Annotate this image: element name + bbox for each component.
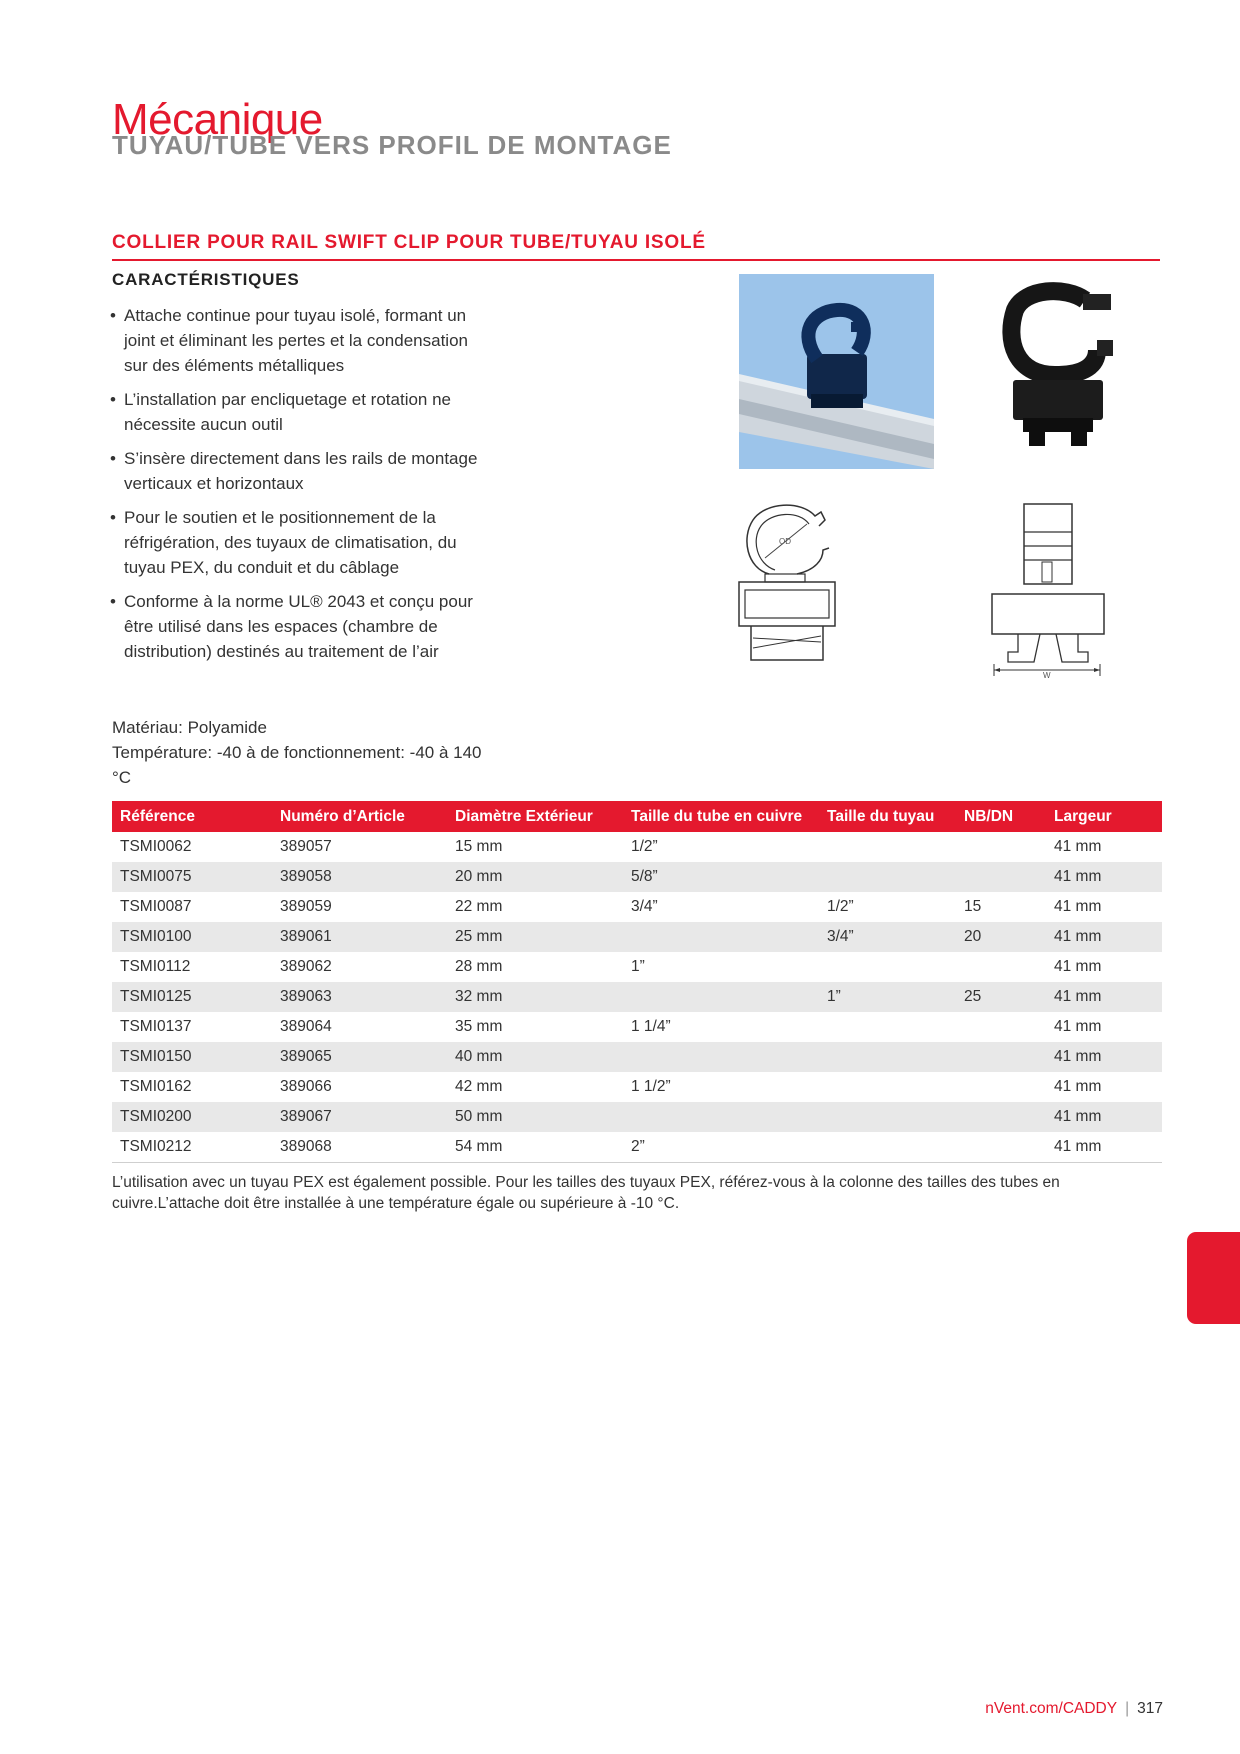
table-cell: [819, 1072, 956, 1102]
table-cell: 40 mm: [447, 1042, 623, 1072]
od-label: OD: [779, 537, 791, 546]
section-tab-marker: [1187, 1232, 1240, 1324]
table-body: [112, 832, 1162, 1163]
table-cell: 20: [956, 922, 1046, 952]
table-cell: [956, 832, 1046, 862]
table-cell: 2”: [623, 1132, 819, 1163]
table-cell: 41 mm: [1054, 1018, 1102, 1035]
table-cell: 41 mm: [1054, 898, 1102, 915]
table-cell: [819, 1102, 956, 1132]
page-subtitle: TUYAU/TUBE VERS PROFIL DE MONTAGE: [112, 130, 672, 160]
technical-drawing-side: [990, 502, 1110, 682]
table-row: [112, 952, 1162, 982]
w-label: W: [1043, 671, 1051, 680]
table-row: [112, 1132, 1162, 1163]
table-cell: TSMI0100: [112, 922, 272, 952]
table-cell: 3/4”: [819, 922, 956, 952]
temperature-line: Température: -40 à de fonctionnement: -40 à 140 °C: [112, 743, 482, 787]
table-cell: 41 mm: [1046, 922, 1162, 952]
table-header-row: [112, 801, 1162, 832]
table-cell: TSMI0062: [120, 838, 192, 855]
table-cell: [623, 982, 819, 1012]
table-row: [112, 892, 1162, 922]
table-row: [112, 1072, 1162, 1102]
table-cell: 1/2”: [827, 898, 854, 915]
feature-item: • Pour le soutien et le positionnement de la réfrigération, des tuyaux de climatisation, du tuyau PEX, du conduit et du câblage: [110, 505, 490, 580]
feature-item: • S’insère directement dans les rails de montage verticaux et horizontaux: [110, 446, 490, 496]
table-cell: 1 1/2”: [631, 1078, 671, 1095]
table-cell: [819, 1042, 956, 1072]
table-cell: [956, 1012, 1046, 1042]
col-header-outer-diameter: Diamètre Extérieur: [447, 801, 623, 832]
page-footer: [985, 1700, 1163, 1718]
section-divider: [112, 259, 1160, 261]
table-cell: 1”: [819, 982, 956, 1012]
table-cell: [819, 1132, 956, 1163]
table-cell: 25 mm: [447, 922, 623, 952]
table-cell: 22 mm: [455, 898, 503, 915]
table-cell: [956, 1042, 1046, 1072]
table-cell: TSMI0200: [112, 1102, 272, 1132]
table-cell: [819, 862, 956, 892]
table-cell: 20 mm: [447, 862, 623, 892]
table-cell: 389068: [272, 1132, 447, 1163]
table-cell: 1 1/4”: [631, 1018, 671, 1035]
footer-separator: |: [1125, 1700, 1130, 1717]
table-cell: TSMI0112: [120, 958, 191, 975]
col-header-reference: Référence: [112, 801, 272, 832]
footnote: L’utilisation avec un tuyau PEX est également possible. Pour les tailles des tuyaux PEX, référez-vous à la colonne des tailles des tubes en cuivre.L’attache doit être installée à une température égale ou supérieure à -10 °C.: [112, 1174, 1060, 1212]
table-cell: 41 mm: [1046, 1102, 1162, 1132]
table-cell: [956, 1132, 1046, 1163]
table-row: [112, 1042, 1162, 1072]
table-cell: [956, 1072, 1046, 1102]
table-cell: [819, 832, 956, 862]
table-cell: 389059: [280, 898, 332, 915]
table-cell: [956, 952, 1046, 982]
material-line: Matériau: Polyamide: [112, 718, 267, 737]
feature-item: • Attache continue pour tuyau isolé, formant un joint et éliminant les pertes et la condensation sur des éléments métalliques: [110, 303, 490, 378]
table-cell: [819, 952, 956, 982]
table-cell: 42 mm: [455, 1078, 503, 1095]
table-cell: 389062: [280, 958, 332, 975]
material-info: [112, 715, 492, 790]
col-header-copper-tube-size: Taille du tube en cuivre: [623, 801, 819, 832]
table-cell: 28 mm: [455, 958, 503, 975]
table-cell: 41 mm: [1046, 862, 1162, 892]
table-cell: 389057: [280, 838, 332, 855]
product-photo-on-rail: [739, 274, 934, 469]
col-header-nb-dn: NB/DN: [956, 801, 1046, 832]
table-row: [112, 832, 1162, 862]
table-cell: 5/8”: [623, 862, 819, 892]
page-title: Mécanique: [112, 95, 323, 145]
table-cell: [623, 1042, 819, 1072]
table-cell: 41 mm: [1046, 982, 1162, 1012]
product-photo: [985, 280, 1125, 460]
table-cell: 389063: [272, 982, 447, 1012]
table-cell: TSMI0125: [112, 982, 272, 1012]
table-cell: TSMI0087: [120, 898, 192, 915]
table-cell: 50 mm: [447, 1102, 623, 1132]
table-cell: 54 mm: [447, 1132, 623, 1163]
table-cell: 1/2”: [631, 838, 658, 855]
table-cell: [956, 1102, 1046, 1132]
table-cell: 41 mm: [1054, 958, 1102, 975]
table-cell: 41 mm: [1046, 1132, 1162, 1163]
table-cell: 389065: [272, 1042, 447, 1072]
table-cell: 389067: [272, 1102, 447, 1132]
specification-table: [112, 801, 1162, 1163]
col-header-pipe-size: Taille du tuyau: [819, 801, 956, 832]
feature-item: • L’installation par encliquetage et rotation ne nécessite aucun outil: [110, 387, 490, 437]
feature-item: • Conforme à la norme UL® 2043 et conçu pour être utilisé dans les espaces (chambre de distribution) destinés au traitement de l’air: [110, 589, 490, 664]
table-cell: 15 mm: [455, 838, 503, 855]
table-row: [112, 922, 1162, 952]
table-cell: 389061: [272, 922, 447, 952]
features-heading: CARACTÉRISTIQUES: [112, 270, 300, 289]
table-cell: [956, 862, 1046, 892]
table-cell: 389064: [280, 1018, 332, 1035]
table-cell: 41 mm: [1046, 1042, 1162, 1072]
table-row: [112, 982, 1162, 1012]
table-cell: [819, 1012, 956, 1042]
table-cell: [623, 922, 819, 952]
page-number: 317: [1137, 1700, 1163, 1717]
table-cell: 32 mm: [447, 982, 623, 1012]
footer-link[interactable]: nVent.com/CADDY: [985, 1700, 1118, 1717]
table-cell: TSMI0212: [112, 1132, 272, 1163]
table-cell: TSMI0137: [120, 1018, 192, 1035]
col-header-width: Largeur: [1046, 801, 1162, 832]
col-header-article-number: Numéro d’Article: [272, 801, 447, 832]
table-cell: [623, 1102, 819, 1132]
features-list: [110, 303, 490, 673]
table-row: [112, 862, 1162, 892]
product-section-title: COLLIER POUR RAIL SWIFT CLIP POUR TUBE/TUYAU ISOLÉ: [112, 232, 706, 253]
table-cell: 389058: [272, 862, 447, 892]
table-cell: 1”: [631, 958, 645, 975]
table-cell: TSMI0150: [112, 1042, 272, 1072]
table-cell: TSMI0075: [112, 862, 272, 892]
table-cell: 41 mm: [1054, 838, 1102, 855]
table-row: [112, 1102, 1162, 1132]
table-cell: 3/4”: [631, 898, 658, 915]
table-row: [112, 1012, 1162, 1042]
table-cell: TSMI0162: [120, 1078, 192, 1095]
technical-drawing-front: [735, 498, 840, 668]
table-cell: 25: [956, 982, 1046, 1012]
table-cell: 15: [964, 898, 982, 915]
table-cell: 389066: [280, 1078, 332, 1095]
table-cell: 41 mm: [1054, 1078, 1102, 1095]
table-cell: 35 mm: [455, 1018, 503, 1035]
